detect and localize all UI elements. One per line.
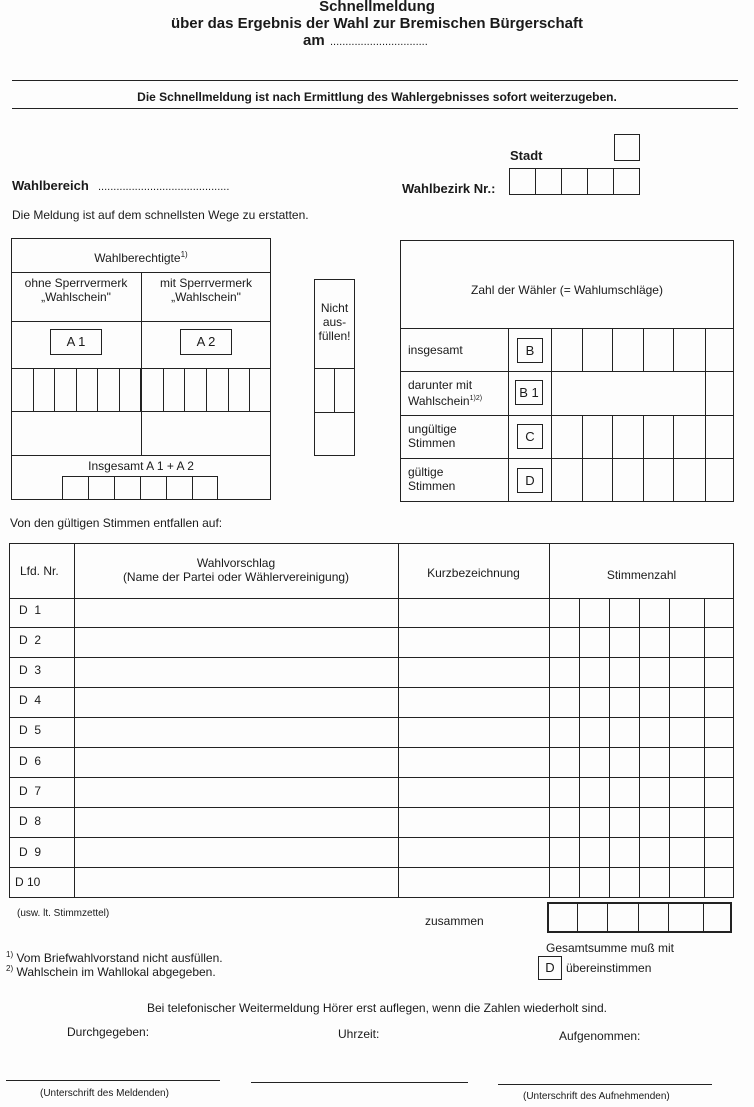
total-a1-a2-label: Insgesamt A 1 + A 2 (88, 459, 194, 473)
wahlbezirk-field[interactable] (509, 168, 640, 195)
signature-label-left: (Unterschrift des Meldenden) (40, 1088, 169, 1099)
code-d: D (517, 468, 543, 493)
table-row: D 9 (19, 845, 42, 859)
code-b1: B 1 (515, 380, 543, 405)
uebereinstimmen-label: übereinstimmen (566, 961, 652, 975)
table-row: D 5 (19, 723, 42, 737)
table-row: D 3 (19, 663, 42, 677)
footnote-1: $^{1)}$ Vom Briefwahlvorstand nicht ausfüllen. (6, 950, 223, 965)
signature-line-right[interactable] (498, 1084, 712, 1085)
stadt-box[interactable] (614, 134, 640, 161)
date-field[interactable]: ................................ (330, 36, 428, 48)
form-title: Schnellmeldung (319, 0, 435, 15)
wahlbezirk-label: Wahlbezirk Nr.: (402, 181, 496, 196)
usw-note: (usw. lt. Stimmzettel) (17, 908, 110, 919)
row-ungueltig-label: ungültige Stimmen (408, 422, 457, 450)
table-row: D 1 (19, 603, 42, 617)
code-c: C (517, 424, 543, 449)
votes-intro: Von den gültigen Stimmen entfallen auf: (10, 516, 223, 530)
wahlbereich-label: Wahlbereich (12, 178, 89, 193)
col-stimmenzahl: Stimmenzahl (606, 568, 677, 582)
zusammen-total[interactable] (547, 902, 732, 933)
waehler-header: Zahl der Wähler (= Wahlumschläge) (471, 283, 663, 297)
uhrzeit-label: Uhrzeit: (338, 1027, 380, 1041)
col-kurzbezeichnung: Kurzbezeichnung (427, 566, 520, 580)
signature-label-right: (Unterschrift des Aufnehmenden) (523, 1091, 670, 1102)
wahlbereich-field[interactable]: ........................................... (98, 181, 230, 193)
nicht-ausfuellen-label: Nicht aus- füllen! (318, 301, 351, 343)
row-gueltig-label: gültige Stimmen (408, 465, 456, 493)
divider-top (12, 80, 738, 81)
row-insgesamt-label: insgesamt (408, 343, 463, 357)
notice-text: Die Schnellmeldung ist nach Ermittlung des Wahlergebnisses sofort weiterzugeben. (137, 90, 617, 104)
table-row: D 7 (19, 784, 42, 798)
signature-line-middle[interactable] (251, 1082, 468, 1083)
telefon-note: Bei telefonischer Weitermeldung Hörer erst auflegen, wenn die Zahlen wiederholt sind. (146, 1001, 608, 1015)
col-lfd-nr: Lfd. Nr. (20, 564, 59, 578)
code-a1: A 1 (50, 329, 102, 355)
table-row: D 8 (19, 814, 42, 828)
table-row: D 2 (19, 633, 42, 647)
table-row: D 4 (19, 693, 42, 707)
gesamtsumme-note: Gesamtsumme muß mit (546, 941, 675, 955)
row-darunter-label: darunter mit Wahlschein$^{1)2)}$ (408, 378, 483, 408)
signature-line-left[interactable] (6, 1080, 220, 1081)
aufgenommen-label: Aufgenommen: (559, 1029, 641, 1043)
wahlberechtigte-header: Wahlberechtigte$^{1)}$ (94, 250, 188, 265)
col-wahlvorschlag: Wahlvorschlag (Name der Partei oder Wählervereinigung) (122, 556, 350, 584)
form-subtitle: über das Ergebnis der Wahl zur Bremischen Bürgerschaft (170, 15, 584, 32)
col-ohne-sperrvermerk: ohne Sperrvermerk „Wahlschein" (24, 276, 128, 304)
table-row: D 10 (15, 875, 41, 889)
instruction-text: Die Meldung ist auf dem schnellsten Wege zu erstatten. (12, 208, 309, 222)
durchgegeben-label: Durchgegeben: (67, 1025, 150, 1039)
code-b: B (517, 338, 543, 363)
divider-notice (12, 108, 738, 109)
votes-table (9, 543, 734, 898)
footnote-2: $^{2)}$ Wahlschein im Wahllokal abgegeben. (6, 964, 216, 979)
stadt-label: Stadt (510, 148, 543, 163)
code-d-ref: D (538, 956, 562, 980)
table-row: D 6 (19, 754, 42, 768)
zusammen-label: zusammen (425, 914, 484, 928)
code-a2: A 2 (180, 329, 232, 355)
col-mit-sperrvermerk: mit Sperrvermerk „Wahlschein" (159, 276, 252, 304)
date-label: am (303, 32, 325, 49)
